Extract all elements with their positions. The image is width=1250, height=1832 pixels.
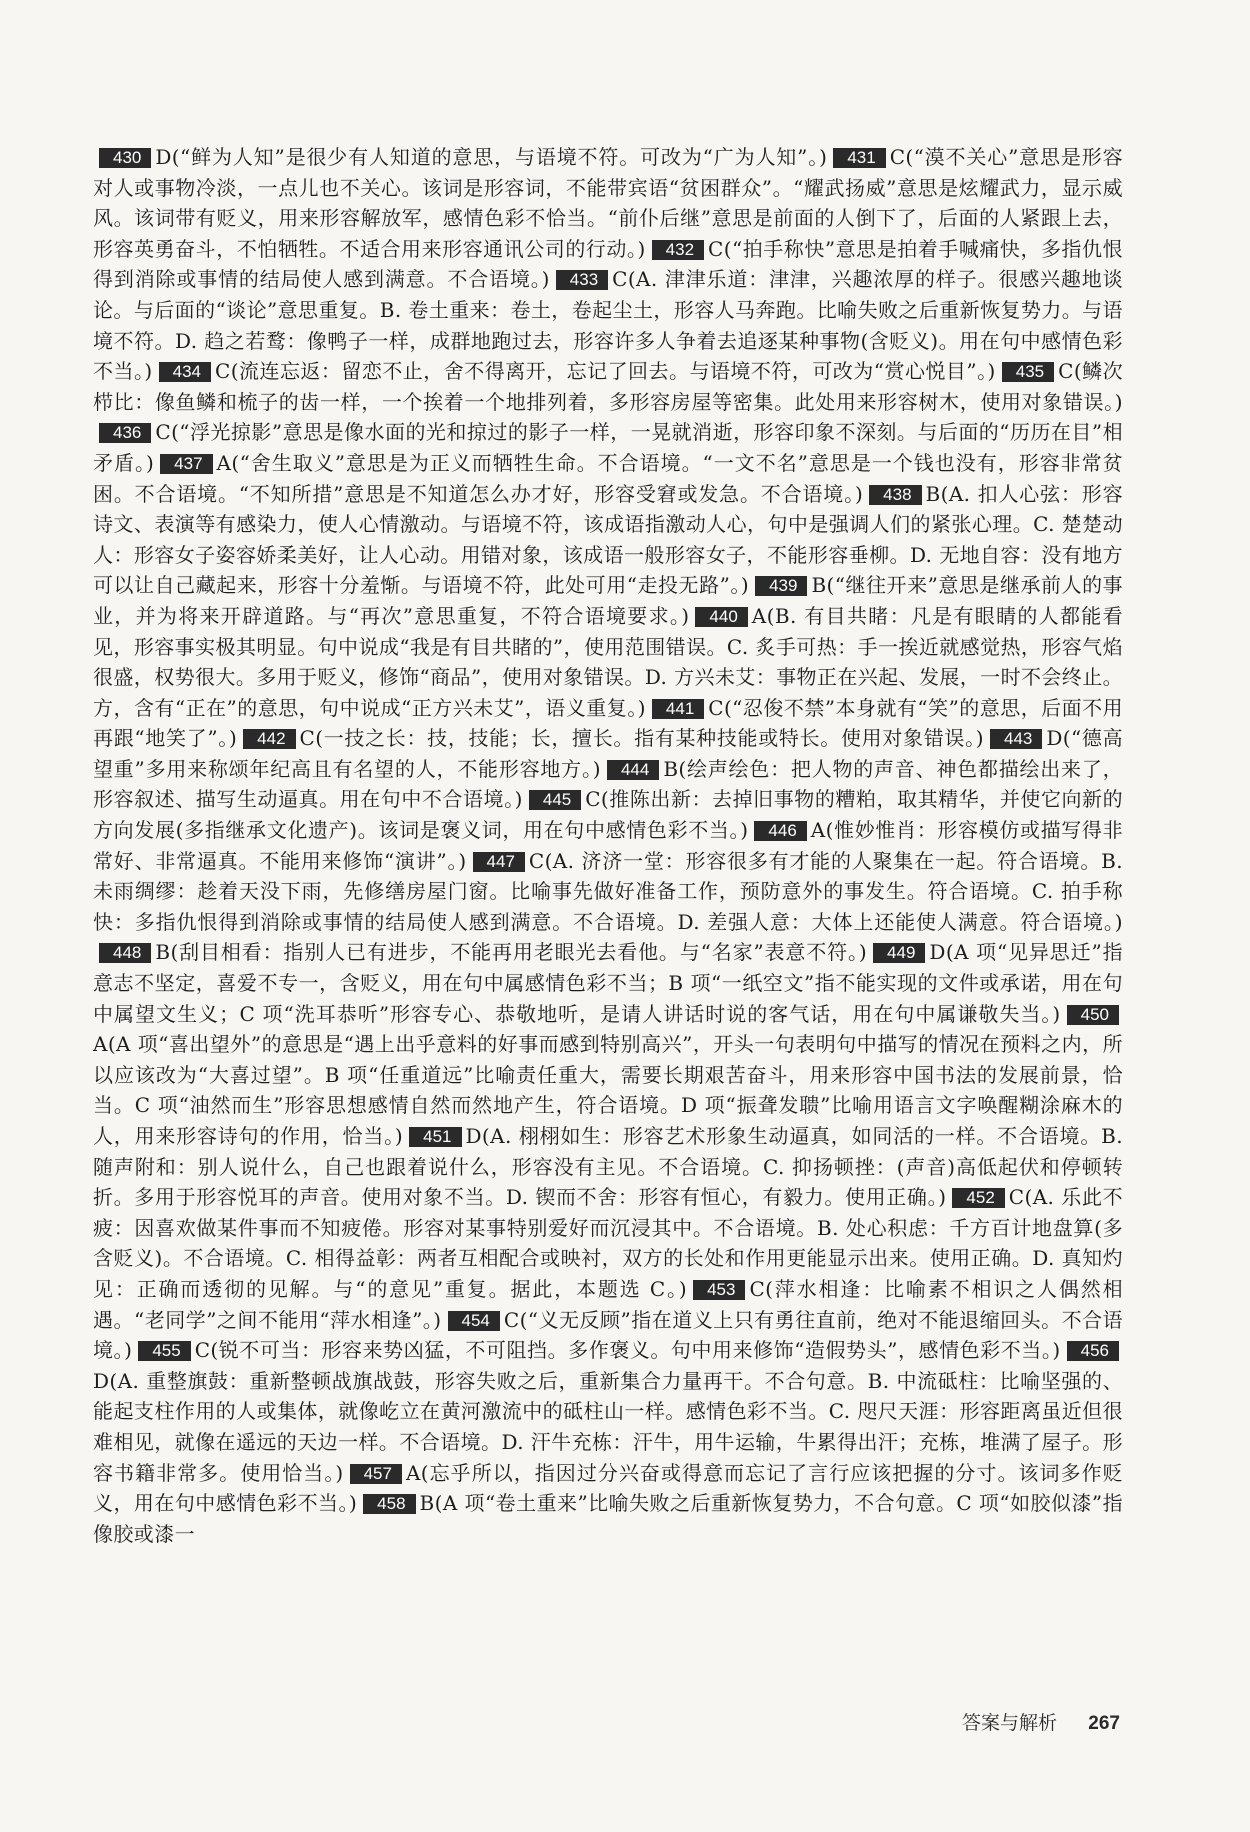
question-number-badge: 441 <box>652 699 704 719</box>
answer-explanation: B(绘声绘色：把人物的声音、神色都描绘出来了，形容叙述、描写生动逼真。用在句中不合语境。) <box>93 756 1123 812</box>
answer-explanation: C(A. 乐此不疲：因喜欢做某件事而不知疲倦。形容对某事特别爱好而沉浸其中。不合语境。B. 处心积虑：千方百计地盘算(多含贬义)。不合语境。C. 相得益彰：两者互相配合或映衬，双方的长处和作用更能显示出来。使用正确。D. 真知灼见：正确而透彻的见解。与“的意见”重复。据此，本题选 C。) <box>93 1185 1123 1301</box>
page-footer <box>962 1708 1120 1735</box>
answer-explanation: B(刮目相看：指别人已有进步，不能再用老眼光去看他。与“名家”表意不符。) <box>155 940 868 965</box>
answer-explanation: C(A. 济济一堂：形容很多有才能的人聚集在一起。符合语境。B. 未雨绸缪：趁着天没下雨，先修缮房屋门窗。比喻事先做好准备工作，预防意外的事发生。符合语境。C. 拍手称快：多指仇恨得到消除或事情的结局使人感到满意。不合语境。D. 差强人意：大体上还能使人满意。符合语境。) <box>93 848 1123 934</box>
question-number-badge: 452 <box>952 1188 1004 1208</box>
answer-explanation: C(“浮光掠影”意思是像水面的光和掠过的影子一样，一晃就消逝，形容印象不深刻。与后面的“历历在目”相矛盾。) <box>93 420 1123 475</box>
answer-explanation: B(A 项“卷土重来”比喻失败之后重新恢复势力，不合句意。C 项“如胶似漆”指像胶或漆一 <box>93 1491 1123 1546</box>
question-number-badge: 453 <box>693 1280 745 1300</box>
question-number-badge: 445 <box>529 790 581 810</box>
question-number-badge: 440 <box>695 607 747 627</box>
question-number-badge: 456 <box>1067 1341 1119 1361</box>
answer-explanation: C(鳞次栉比：像鱼鳞和梳子的齿一样，一个挨着一个地排列着，多形容房屋等密集。此处用来形容树木，使用对象错误。) <box>93 359 1123 414</box>
answer-entry <box>237 726 984 750</box>
question-number-badge: 436 <box>99 423 151 443</box>
question-number-badge: 448 <box>99 943 151 963</box>
footer-label: 答案与解析 <box>962 1713 1058 1734</box>
question-number-badge: 444 <box>607 760 659 780</box>
question-number-badge: 435 <box>1002 362 1054 382</box>
answer-explanation: D(“德高望重”多用来称颂年纪高且有名望的人，不能形容地方。) <box>93 726 1123 781</box>
answer-explanation: C(推陈出新：去掉旧事物的糟粕，取其精华，并使它向新的方向发展(多指继承文化遗产)。该词是褒义词，用在句中感情色彩不当。) <box>93 787 1124 843</box>
question-number-badge: 455 <box>138 1341 190 1361</box>
answer-entry <box>132 1338 1060 1362</box>
answer-entry <box>93 145 827 169</box>
answer-explanation: A(B. 有目共睹：凡是有眼睛的人都能看见，形容事实极其明显。句中说成“我是有目共睹的”，使用范围错误。C. 炙手可热：手一挨近就感觉热，形容气焰很盛，权势很大。多用于贬义，修饰“商品”，使用对象错误。D. 方兴未艾：事物正在兴起、发展，一时不会终止。方，含有“正在”的意思，句中说成“正方兴未艾”，语义重复。) <box>93 603 1123 720</box>
question-number-badge: 432 <box>652 240 704 260</box>
answer-explanation: C(流连忘返：留恋不止，舍不得离开，忘记了回去。与语境不符，可改为“赏心悦目”。) <box>215 359 996 384</box>
question-number-badge: 443 <box>990 729 1042 749</box>
answer-explanation: C(锐不可当：形容来势凶猛，不可阻挡。多作褒义。句中用来修饰“造假势头”，感情色彩不当。) <box>194 1338 1061 1363</box>
question-number-badge: 438 <box>869 485 921 505</box>
question-number-badge: 447 <box>473 852 525 872</box>
answer-text-block <box>93 142 1123 1549</box>
question-number-badge: 454 <box>448 1311 500 1331</box>
answer-explanation: D(A 项“见异思迁”指意志不坚定，喜爱不专一，含贬义，用在句中属感情色彩不当；B 项“一纸空文”指不能实现的文件或承诺，用在句中属望文生义；C 项“洗耳恭听”形容专心、恭敬地听，是请人讲话时说的客气话，用在句中属谦敬失当。) <box>93 940 1123 1026</box>
page-number: 267 <box>1088 1713 1120 1734</box>
answer-explanation: B(“继往开来”意思是继承前人的事业，并为将来开辟道路。与“再次”意思重复，不符合语境要求。) <box>93 573 1123 628</box>
question-number-badge: 434 <box>159 362 211 382</box>
answer-entry <box>153 359 996 383</box>
question-number-badge: 442 <box>243 729 295 749</box>
question-number-badge: 430 <box>99 148 151 168</box>
question-number-badge: 439 <box>755 576 807 596</box>
question-number-badge: 458 <box>363 1494 415 1514</box>
answer-entry <box>93 940 867 964</box>
question-number-badge: 437 <box>160 454 212 474</box>
question-number-badge: 446 <box>754 821 806 841</box>
answer-explanation: C(“忍俊不禁”本身就有“笑”的意思，后面不用再跟“地笑了”。) <box>93 695 1123 751</box>
answer-explanation: D(A. 栩栩如生：形容艺术形象生动逼真，如同活的一样。不合语境。B. 随声附和：别人说什么，自己也跟着说什么，形容没有主见。不合语境。C. 抑扬顿挫：(声音)高低起伏和停顿转折。多用于形容悦耳的声音。使用对象不当。D. 锲而不舍：形容有恒心，有毅力。使用正确。) <box>93 1124 1123 1210</box>
question-number-badge: 449 <box>873 943 925 963</box>
answer-explanation: A(“舍生取义”意思是为正义而牺牲生命。不合语境。“一文不名”意思是一个钱也没有，形容非常贫困。不合语境。“不知所措”意思是不知道怎么办才好，形容受窘或发急。不合语境。) <box>93 450 1124 506</box>
question-number-badge: 450 <box>1067 1005 1119 1025</box>
question-number-badge: 451 <box>409 1127 461 1147</box>
answer-explanation: C(“漠不关心”意思是形容对人或事物冷淡，一点儿也不关心。该词是形容词，不能带宾语“贫困群众”。“耀武扬威”意思是炫耀武力，显示威风。该词带有贬义，用来形容解放军，感情色彩不恰当。“前仆后继”意思是前面的人倒下了，后面的人紧跟上去，形容英勇奋斗，不怕牺牲。不适合用来形容通讯公司的行动。) <box>93 145 1123 261</box>
answer-explanation: C(萍水相逢：比喻素不相识之人偶然相遇。“老同学”之间不能用“萍水相逢”。) <box>93 1276 1123 1332</box>
answer-explanation: A(惟妙惟肖：形容模仿或描写得非常好、非常逼真。不能用来修饰“演讲”。) <box>93 818 1123 873</box>
answer-explanation: B(A. 扣人心弦：形容诗文、表演等有感染力，使人心情激动。与语境不符，该成语指激动人心，句中是强调人们的紧张心理。C. 楚楚动人：形容女子姿容娇柔美好，让人心动。用错对象，该成语一般形容女子，不能形容垂柳。D. 无地自容：没有地方可以让自己藏起来，形容十分羞惭。与语境不符，此处可用“走投无路”。) <box>93 481 1123 598</box>
question-number-badge: 431 <box>833 148 885 168</box>
question-number-badge: 457 <box>350 1464 402 1484</box>
question-number-badge: 433 <box>556 270 608 290</box>
answer-explanation: C(一技之长：技，技能；长，擅长。指有某种技能或特长。使用对象错误。) <box>299 726 984 751</box>
answer-explanation: D(“鲜为人知”是很少有人知道的意思，与语境不符。可改为“广为人知”。) <box>155 145 828 169</box>
answer-explanation: C(A. 津津乐道：津津，兴趣浓厚的样子。很感兴趣地谈论。与后面的“谈论”意思重复。B. 卷土重来：卷土，卷起尘土，形容人马奔跑。比喻失败之后重新恢复势力。与语境不符。D. 趋之若鹜：像鸭子一样，成群地跑过去，形容许多人争着去追逐某种事物(含贬义)。用在句中感情色彩不当。) <box>93 267 1123 384</box>
answer-explanation: A(忘乎所以，指因过分兴奋或得意而忘记了言行应该把握的分寸。该词多作贬义，用在句中感情色彩不当。) <box>93 1460 1123 1516</box>
answer-explanation: A(A 项“喜出望外”的意思是“遇上出乎意料的好事而感到特别高兴”，开头一句表明句中描写的情况在预料之内，所以应该改为“大喜过望”。B 项“任重道远”比喻责任重大，需要长期艰苦奋斗，用来形容中国书法的发展前景，恰当。C 项“油然而生”形容思想感情自然而然地产生，符合语境。D 项“振聋发聩”比喻用语言文字唤醒糊涂麻木的人，用来形容诗句的作用，恰当。) <box>93 1032 1123 1148</box>
answer-explanation: D(A. 重整旗鼓：重新整顿战旗战鼓，形容失败之后，重新集合力量再干。不合句意。B. 中流砥柱：比喻坚强的、能起支柱作用的人或集体，就像屹立在黄河激流中的砥柱山一样。感情色彩不当。C. 咫尺天涯：形容距离虽近但很难相见，就像在遥远的天边一样。不合语境。D. 汗牛充栋：汗牛，用牛运输，牛累得出汗；充栋，堆满了屋子。形容书籍非常多。使用恰当。) <box>93 1368 1123 1485</box>
answer-explanation: C(“义无反顾”指在道义上只有勇往直前，绝对不能退缩回头。不合语境。) <box>93 1307 1124 1363</box>
answer-explanation: C(“拍手称快”意思是拍着手喊痛快，多指仇恨得到消除或事情的结局使人感到满意。不合语境。) <box>93 236 1123 292</box>
